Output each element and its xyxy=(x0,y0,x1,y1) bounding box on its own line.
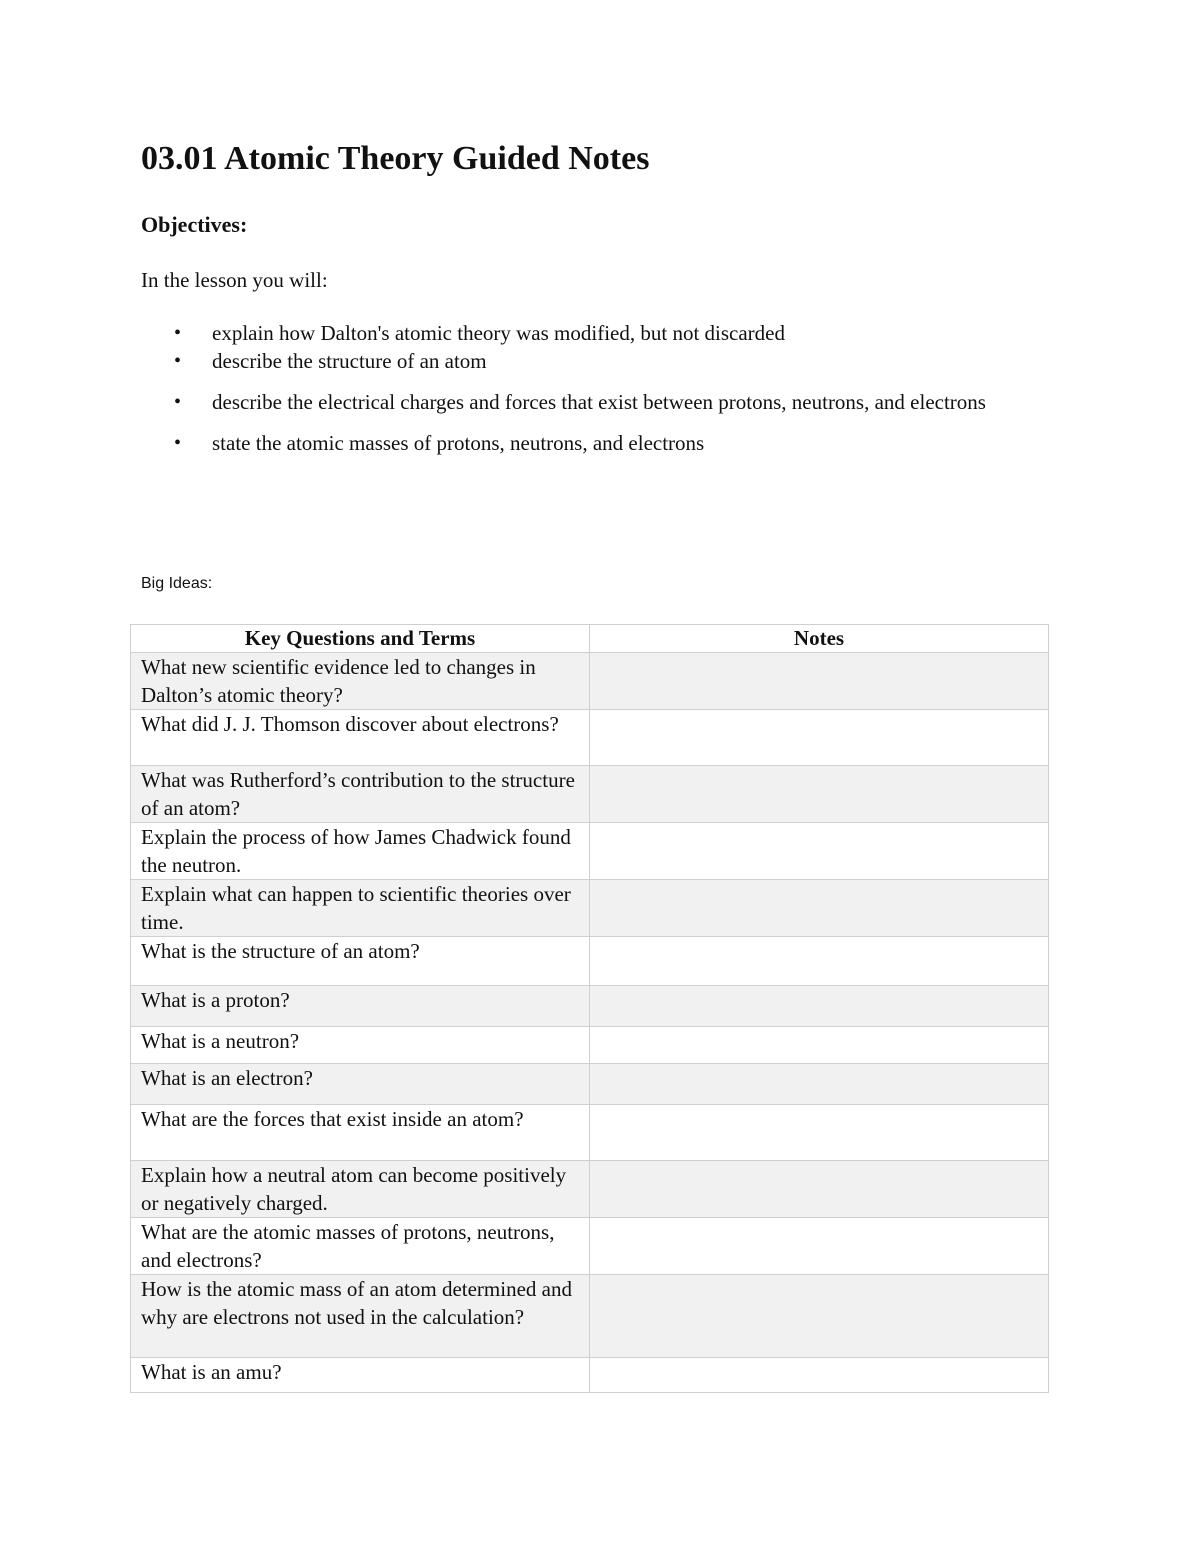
notes-cell[interactable] xyxy=(590,710,1049,766)
document-title: 03.01 Atomic Theory Guided Notes xyxy=(141,140,650,177)
table-row xyxy=(131,1105,1049,1161)
notes-cell[interactable] xyxy=(590,1064,1049,1105)
notes-cell[interactable] xyxy=(590,1275,1049,1358)
intro-text: In the lesson you will: xyxy=(141,268,328,292)
question-cell: What is an amu? xyxy=(131,1358,590,1393)
question-cell: What is an electron? xyxy=(131,1064,590,1105)
table-row xyxy=(131,766,1049,823)
question-cell: What did J. J. Thomson discover about electrons? xyxy=(131,710,590,766)
question-cell: What was Rutherford’s contribution to the structure of an atom? xyxy=(131,766,590,823)
table-row xyxy=(131,710,1049,766)
question-cell: What are the atomic masses of protons, neutrons, and electrons? xyxy=(131,1218,590,1275)
notes-cell[interactable] xyxy=(590,1105,1049,1161)
table-row xyxy=(131,880,1049,937)
table-header-row xyxy=(131,625,1049,653)
table-row xyxy=(131,1358,1049,1393)
question-cell: Explain what can happen to scientific theories over time. xyxy=(131,880,590,937)
objective-item: • state the atomic masses of protons, neutrons, and electrons xyxy=(141,430,1021,457)
notes-cell[interactable] xyxy=(590,986,1049,1027)
notes-cell[interactable] xyxy=(590,653,1049,710)
objectives-list xyxy=(141,320,1021,457)
notes-cell[interactable] xyxy=(590,766,1049,823)
objective-item: • describe the electrical charges and forces that exist between protons, neutrons, and electrons xyxy=(141,389,1021,416)
notes-cell[interactable] xyxy=(590,823,1049,880)
notes-cell[interactable] xyxy=(590,1358,1049,1393)
notes-table xyxy=(130,624,1049,1393)
question-cell: What is a neutron? xyxy=(131,1027,590,1064)
table-row xyxy=(131,1218,1049,1275)
question-cell: What new scientific evidence led to changes in Dalton’s atomic theory? xyxy=(131,653,590,710)
table-row xyxy=(131,1027,1049,1064)
objectives-heading: Objectives: xyxy=(141,212,248,237)
question-cell: What are the forces that exist inside an atom? xyxy=(131,1105,590,1161)
question-cell: How is the atomic mass of an atom determined and why are electrons not used in the calculation? xyxy=(131,1275,590,1358)
notes-cell[interactable] xyxy=(590,937,1049,986)
big-ideas-label: Big Ideas: xyxy=(141,575,213,592)
header-notes: Notes xyxy=(590,625,1049,653)
notes-cell[interactable] xyxy=(590,880,1049,937)
notes-cell[interactable] xyxy=(590,1027,1049,1064)
question-cell: Explain the process of how James Chadwick found the neutron. xyxy=(131,823,590,880)
question-cell: What is a proton? xyxy=(131,986,590,1027)
notes-cell[interactable] xyxy=(590,1161,1049,1218)
objective-item: • explain how Dalton's atomic theory was modified, but not discarded xyxy=(141,320,1021,347)
table-row xyxy=(131,937,1049,986)
notes-cell[interactable] xyxy=(590,1218,1049,1275)
table-row xyxy=(131,653,1049,710)
question-cell: What is the structure of an atom? xyxy=(131,937,590,986)
question-cell: Explain how a neutral atom can become positively or negatively charged. xyxy=(131,1161,590,1218)
header-key-questions: Key Questions and Terms xyxy=(131,625,590,653)
table-row xyxy=(131,986,1049,1027)
table-row xyxy=(131,823,1049,880)
objective-item: • describe the structure of an atom xyxy=(141,348,1021,375)
table-row xyxy=(131,1275,1049,1358)
table-row xyxy=(131,1064,1049,1105)
table-row xyxy=(131,1161,1049,1218)
